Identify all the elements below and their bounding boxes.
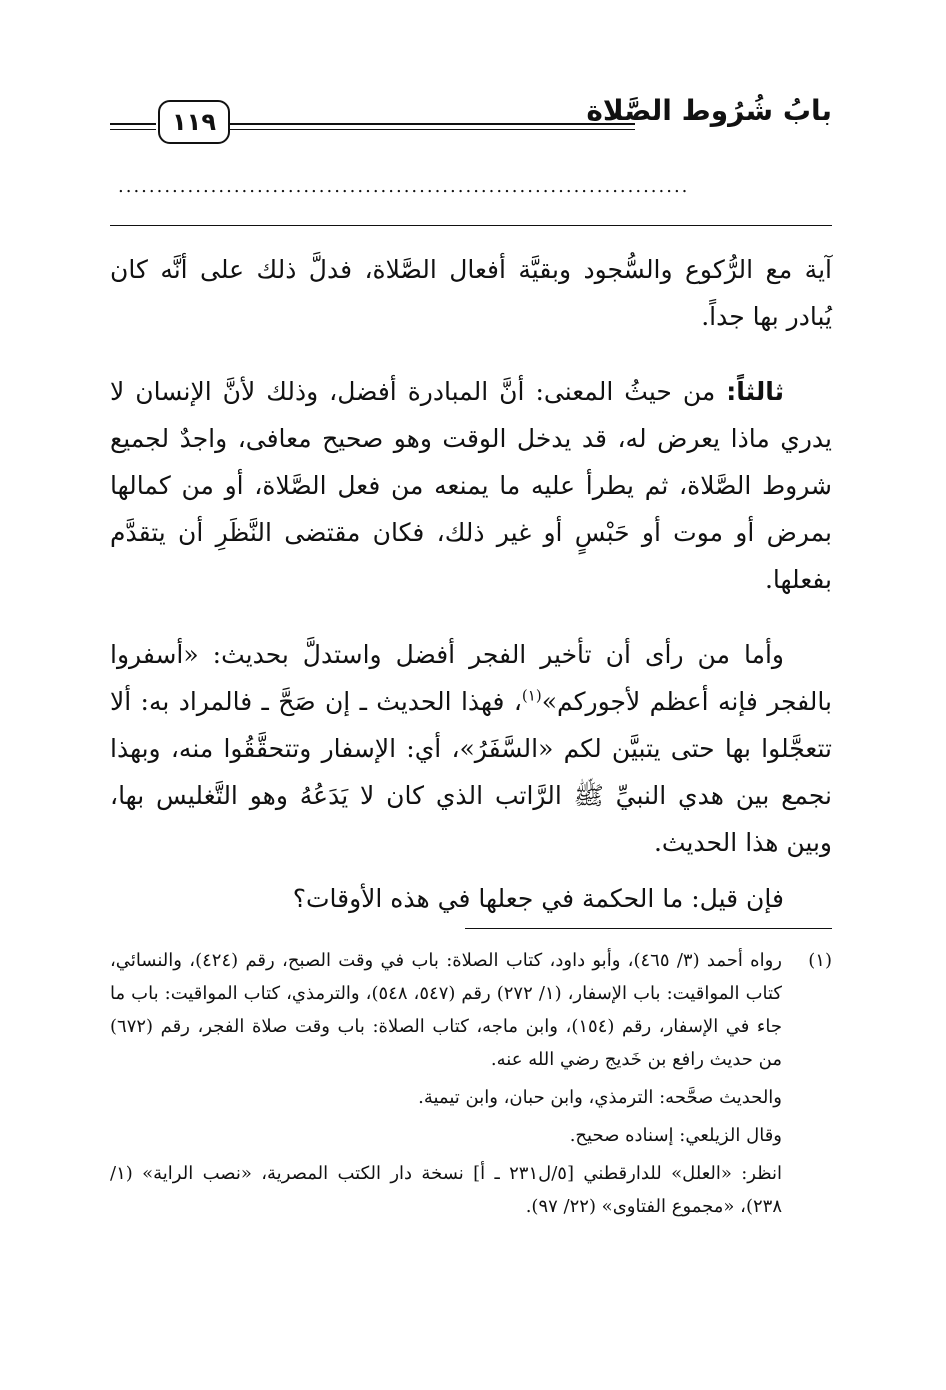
footnote-1	[110, 944, 832, 1223]
top-divider	[110, 225, 832, 226]
header-rule-left-bottom	[110, 129, 156, 130]
page-header	[110, 92, 832, 152]
footnote-separator	[465, 928, 832, 929]
footnotes	[110, 944, 832, 1223]
paragraph-2-text: من حيثُ المعنى: أنَّ المبادرة أفضل، وذلك لأنَّ الإنسان لا يدري ماذا يعرض له، قد يدخل الوقت وهو صحيح معافى، واجدٌ لجميع شروط الصَّلاة، ثم يطرأ عليه ما يمنعه من فعل الصَّلاة، أو من كمالها بمرض أو موت أو حَبْسٍ أو غير ذلك، فكان مقتضى النَّظَرِ أن يتقدَّم بفعلها.	[110, 377, 832, 594]
paragraph-3-text-a: وأما من رأى أن تأخير الفجر أفضل واستدلَّ بحديث: «أسفروا بالفجر فإنه أعظم لأجوركم»	[110, 640, 832, 716]
question-line: فإن قيل: ما الحكمة في جعلها في هذه الأوقات؟	[292, 884, 784, 913]
footnote-source: رواه أحمد (٣/ ٤٦٥)، وأبو داود، كتاب الصلاة: باب في وقت الصبح، رقم (٤٢٤)، والنسائي، كتاب المواقيت: باب الإسفار، (١/ ٢٧٢) رقم (٥٤٧، ٥٤٨)، والترمذي، كتاب المواقيت: باب ما جاء في الإسفار، رقم (١٥٤)، وابن ماجه، كتاب الصلاة: باب وقت صلاة الفجر، رقم (٦٧٢) من حديث رافع بن خَديج رضي الله عنه.	[110, 950, 783, 1070]
footnote-references: انظر: «العلل» للدارقطني [٥/ل٢٣١ ـ أ] نسخة دار الكتب المصرية، «نصب الراية» (١/ ٢٣٨)، «مجموع الفتاوى» (٢٢/ ٩٧).	[110, 1163, 782, 1217]
paragraph-3	[110, 631, 832, 866]
paragraph-2	[110, 368, 832, 603]
main-text	[110, 246, 832, 866]
header-rule-right-bottom	[230, 129, 635, 130]
paragraph-1: آية مع الرُّكوع والسُّجود وبقيَّة أفعال الصَّلاة، فدلَّ ذلك على أنَّه كان يُبادر بها جداً.	[110, 255, 832, 331]
dotted-separator: ..........................................................................	[118, 180, 690, 194]
footnote-body	[110, 944, 782, 1223]
paragraph-3-text-b: ، فهذا الحديث ـ إن صَحَّ ـ فالمراد به: ألا تتعجَّلوا بها حتى يتبيَّن لكم «السَّفَرُ»، أي: الإسفار وتتحقَّقُوا منه، وبهذا نجمع بين هدي النبيِّ ﷺ الرَّاتب الذي كان لا يَدَعُهُ وهو التَّغليس بها، وبين هذا الحديث.	[110, 687, 832, 857]
footnote-marker[interactable]: (١)	[521, 686, 542, 705]
chapter-title: بابُ شُرُوط الصَّلاة	[586, 94, 832, 127]
footnote-authentication: والحديث صحَّحه: الترمذي، وابن حبان، وابن تيمية.	[418, 1087, 782, 1108]
page-number-badge: ١١٩	[158, 100, 230, 144]
footnote-zaylai: وقال الزيلعي: إسناده صحيح.	[569, 1125, 782, 1146]
footnote-number: (١)	[808, 950, 832, 971]
paragraph-gap	[110, 603, 832, 631]
paragraph-2-lead: ثالثاً:	[726, 377, 784, 406]
paragraph-gap	[110, 340, 832, 368]
header-rule-left-top	[110, 123, 156, 125]
header-rule-right-top	[230, 123, 635, 125]
